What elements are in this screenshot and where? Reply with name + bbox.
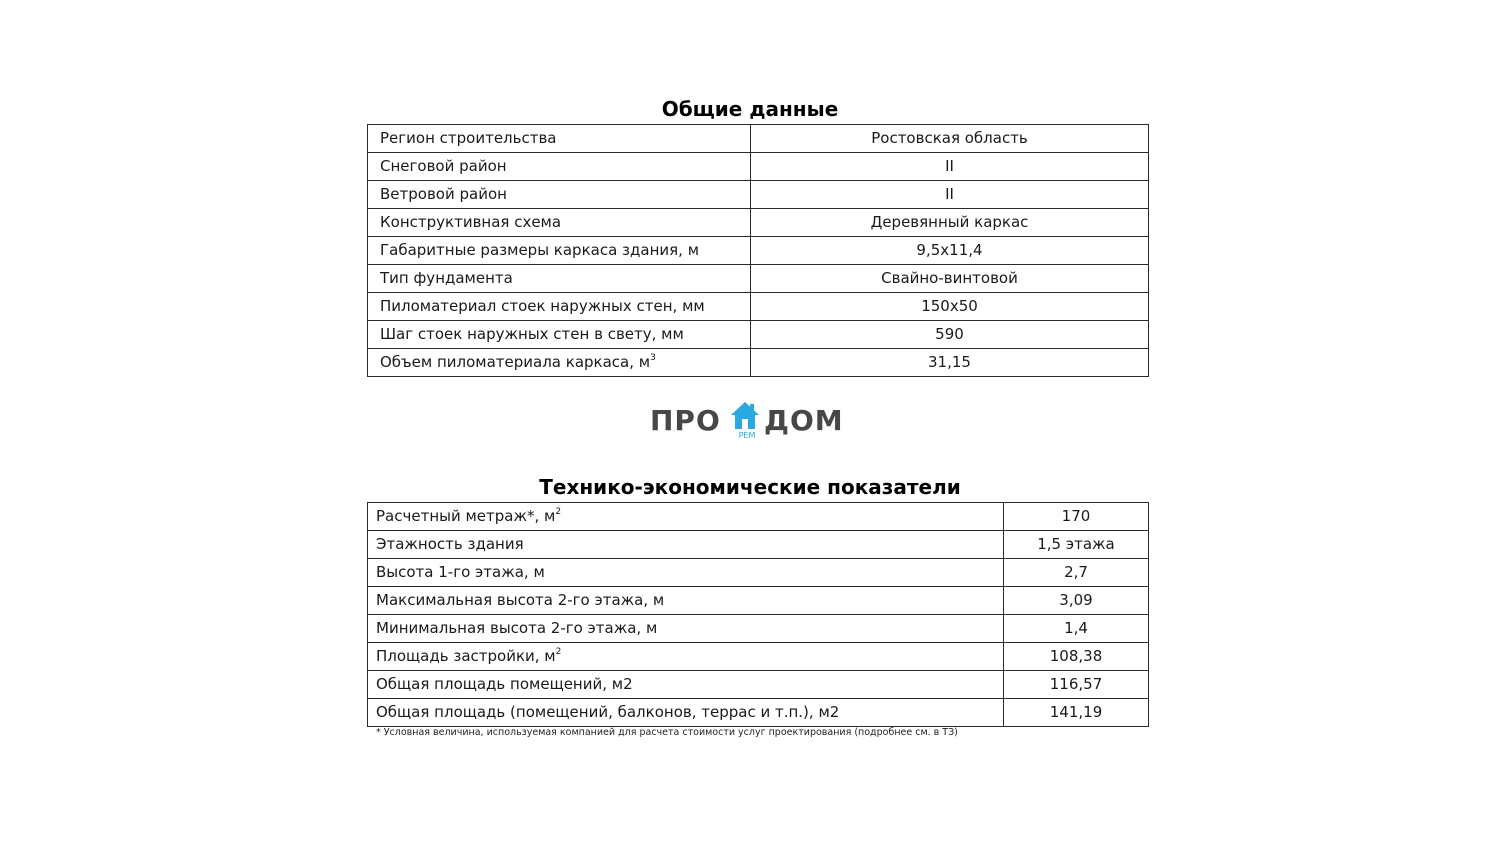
row-value: II [751,181,1149,209]
table-row [368,615,1149,643]
table-row [368,503,1149,531]
row-label: Общая площадь помещений, м2 [368,671,1004,699]
row-value: 116,57 [1004,671,1149,699]
logo-subtext: РЕМ [738,431,756,440]
row-value: 1,4 [1004,615,1149,643]
row-label: Общая площадь (помещений, балконов, террас и т.п.), м2 [368,699,1004,727]
logo-text-pro: ПРО [650,404,721,437]
table-row [368,671,1149,699]
row-value: 31,15 [751,349,1149,377]
table-row [368,293,1149,321]
row-value: 108,38 [1004,643,1149,671]
row-value: 3,09 [1004,587,1149,615]
row-label: Высота 1-го этажа, м [368,559,1004,587]
general-data-table [367,124,1149,377]
logo-text-dom: ДОМ [764,404,844,437]
row-value: 150x50 [751,293,1149,321]
row-label: Снеговой район [368,153,751,181]
table-row [368,699,1149,727]
table-row [368,587,1149,615]
table-row [368,559,1149,587]
row-label: Регион строительства [368,125,751,153]
row-label: Этажность здания [368,531,1004,559]
unit-superscript: 2 [555,647,562,657]
table-row [368,237,1149,265]
row-value: 1,5 этажа [1004,531,1149,559]
row-value: 141,19 [1004,699,1149,727]
tech-indicators-title: Технико-экономические показатели [539,475,961,499]
row-value: 590 [751,321,1149,349]
table-row [368,531,1149,559]
row-value: Деревянный каркас [751,209,1149,237]
table-row [368,153,1149,181]
row-value: Свайно-винтовой [751,265,1149,293]
table-row [368,125,1149,153]
footnote: * Условная величина, используемая компанией для расчета стоимости услуг проектирования (подробнее см. в ТЗ) [376,727,958,738]
table-row [368,321,1149,349]
tech-indicators-table [367,502,1149,727]
row-label: Габаритные размеры каркаса здания, м [368,237,751,265]
row-label: Пиломатериал стоек наружных стен, мм [368,293,751,321]
table-row [368,209,1149,237]
row-value: 9,5x11,4 [751,237,1149,265]
row-label: Минимальная высота 2-го этажа, м [368,615,1004,643]
company-logo [650,400,850,446]
row-label: Тип фундамента [368,265,751,293]
house-icon [730,401,760,431]
table-row [368,643,1149,671]
row-value: 170 [1004,503,1149,531]
table-row [368,265,1149,293]
unit-superscript: 3 [650,353,656,363]
unit-superscript: 2 [555,507,562,517]
general-data-title: Общие данные [661,97,839,121]
row-label: Объем пиломатериала каркаса, $м^3$ [368,349,751,377]
row-value: 2,7 [1004,559,1149,587]
row-label: Площадь застройки, $м^2$ [368,643,1004,671]
row-label: Конструктивная схема [368,209,751,237]
row-label: Шаг стоек наружных стен в свету, мм [368,321,751,349]
row-label: Ветровой район [368,181,751,209]
row-value: II [751,153,1149,181]
row-label: Максимальная высота 2-го этажа, м [368,587,1004,615]
table-row [368,349,1149,377]
table-row [368,181,1149,209]
row-label: Расчетный метраж*, $м^2$ [368,503,1004,531]
row-value: Ростовская область [751,125,1149,153]
